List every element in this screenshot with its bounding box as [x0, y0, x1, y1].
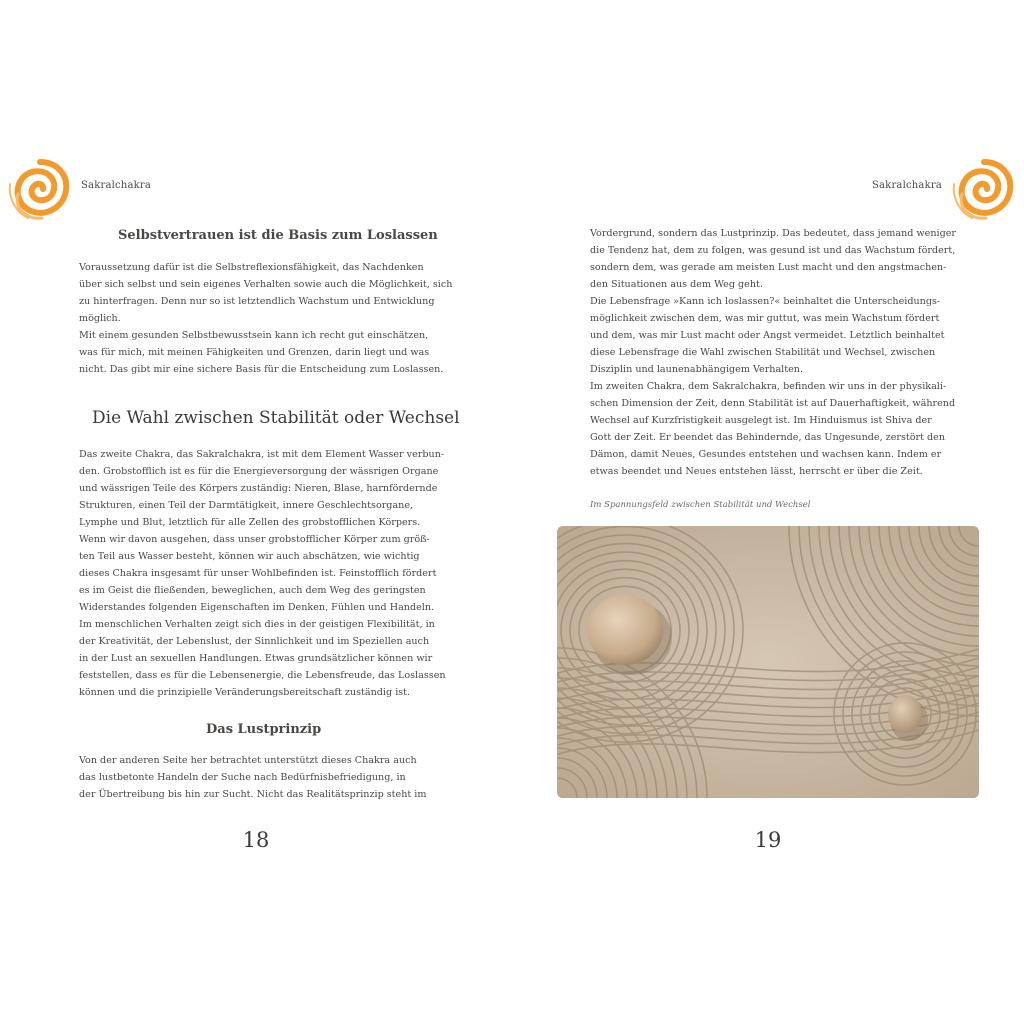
- paragraph-sakralchakra: [79, 446, 446, 701]
- text-line: es im Geist die fließenden, beweglichen, auch dem Weg des geringsten: [79, 585, 426, 596]
- text-line: der Kreativität, der Lebenslust, der Sinnlichkeit und im Speziellen auch: [79, 636, 430, 647]
- paragraph-lustprinzip-continued: [590, 225, 962, 480]
- running-head: Sakralchakra: [81, 180, 152, 191]
- text-line: Dämon, damit Neues, Gesundes entstehen und wachsen kann. Indem er: [590, 449, 942, 460]
- text-line: über sich selbst und sein eigenes Verhalten sowie auch die Möglichkeit, sich: [79, 279, 453, 290]
- text-line: Von der anderen Seite her betrachtet unterstützt dieses Chakra auch: [79, 755, 417, 766]
- text-line: ten Teil aus Wasser besteht, können wir auch abschätzen, wie wichtig: [79, 551, 420, 562]
- text-line: Voraussetzung dafür ist die Selbstreflexionsfähigkeit, das Nachdenken: [79, 262, 424, 273]
- text-line: und wässrigen Teile des Körpers zuständig: Nieren, Blase, harnfördernde: [79, 483, 438, 494]
- text-line: Wechsel auf Kurzfristigkeit ausgelegt ist. Im Hinduismus ist Shiva der: [590, 415, 932, 426]
- text-line: der Übertreibung bis hin zur Sucht. Nicht das Realitätsprinzip steht im: [79, 789, 427, 800]
- text-line: Im menschlichen Verhalten zeigt sich dies in der geistigen Flexibilität, in: [79, 619, 435, 630]
- text-line: nicht. Das gibt mir eine sichere Basis für die Entscheidung zum Loslassen.: [79, 364, 444, 375]
- section-heading-selbstvertrauen: Selbstvertrauen ist die Basis zum Loslassen: [118, 228, 438, 243]
- text-line: den. Grobstofflich ist es für die Energieversorgung der wässrigen Organe: [79, 466, 439, 477]
- text-line: die Tendenz hat, dem zu folgen, was gesund ist und das Wachstum fördert,: [590, 245, 956, 256]
- text-line: zu hinterfragen. Denn nur so ist letztendlich Wachstum und Entwicklung: [79, 296, 435, 307]
- text-line: dieses Chakra insgesamt für unser Wohlbefinden ist. Feinstofflich fördert: [79, 568, 437, 579]
- orange-spiral-icon: [6, 154, 74, 222]
- text-line: möglich.: [79, 313, 121, 324]
- text-line: das lustbetonte Handeln der Suche nach Bedürfnisbefriedigung, in: [79, 772, 406, 783]
- chapter-heading-wahl: Die Wahl zwischen Stabilität oder Wechsel: [92, 408, 460, 428]
- text-line: Gott der Zeit. Er beendet das Behindernde, das Ungesunde, zerstört den: [590, 432, 946, 443]
- paragraph-selbstvertrauen: [79, 259, 453, 378]
- text-line: in der Lust an sexuellen Handlungen. Etwas grundsätzlicher können wir: [79, 653, 433, 664]
- image-caption: Im Spannungsfeld zwischen Stabilität und Wechsel: [590, 500, 811, 510]
- paragraph-lustprinzip: [79, 752, 439, 803]
- text-line: schen Dimension der Zeit, denn Stabilität ist auf Dauerhaftigkeit, während: [590, 398, 956, 409]
- running-head: Sakralchakra: [871, 180, 942, 191]
- text-line: feststellen, dass es für die Lebensenergie, die Lebensfreude, das Loslassen: [79, 670, 446, 681]
- text-line: Wenn wir davon ausgehen, dass unser grobstofflicher Körper zum größ-: [79, 534, 430, 545]
- text-line: etwas beendet und Neues entstehen lässt, herrscht er über die Zeit.: [590, 466, 923, 477]
- text-line: was für mich, mit meinen Fähigkeiten und Grenzen, darin liegt und was: [79, 347, 430, 358]
- text-line: Mit einem gesunden Selbstbewusstsein kann ich recht gut einschätzen,: [79, 330, 429, 341]
- orange-spiral-icon: [950, 154, 1018, 222]
- text-line: den Situationen aus dem Weg geht.: [590, 279, 763, 290]
- text-line: Disziplin und launenabhängigem Verhalten.: [590, 364, 804, 375]
- right-page: [512, 0, 1024, 1024]
- text-line: Die Lebensfrage »Kann ich loslassen?« beinhaltet die Unterscheidungs-: [590, 296, 941, 307]
- text-line: Das zweite Chakra, das Sakralchakra, ist mit dem Element Wasser verbun-: [79, 449, 445, 460]
- text-line: diese Lebensfrage die Wahl zwischen Stabilität und Wechsel, zwischen: [590, 347, 936, 358]
- section-heading-lustprinzip: Das Lustprinzip: [206, 722, 322, 737]
- zen-sand-garden-photo: [557, 526, 979, 798]
- text-line: können und die prinzipielle Veränderungsbereitschaft zuständig ist.: [79, 687, 411, 698]
- text-line: und dem, was mir Lust macht oder Angst vermeidet. Letztlich beinhaltet: [590, 330, 945, 341]
- text-line: Im zweiten Chakra, dem Sakralchakra, befinden wir uns in der physikali-: [590, 381, 947, 392]
- text-line: sondern dem, was gerade am meisten Lust macht und den angstmachen-: [590, 262, 947, 273]
- page-number: 19: [754, 828, 782, 852]
- text-line: Vordergrund, sondern das Lustprinzip. Das bedeutet, dass jemand weniger: [590, 228, 956, 239]
- text-line: Widerstandes folgenden Eigenschaften im Denken, Fühlen und Handeln.: [79, 602, 435, 613]
- page-number: 18: [242, 828, 270, 852]
- text-line: möglichkeit zwischen dem, was mir guttut, was mein Wachstum fördert: [590, 313, 940, 324]
- text-line: Strukturen, einen Teil der Darmtätigkeit, innere Geschlechtsorgane,: [79, 500, 414, 511]
- text-line: Lymphe und Blut, letztlich für alle Zellen des grobstofflichen Körpers.: [79, 517, 421, 528]
